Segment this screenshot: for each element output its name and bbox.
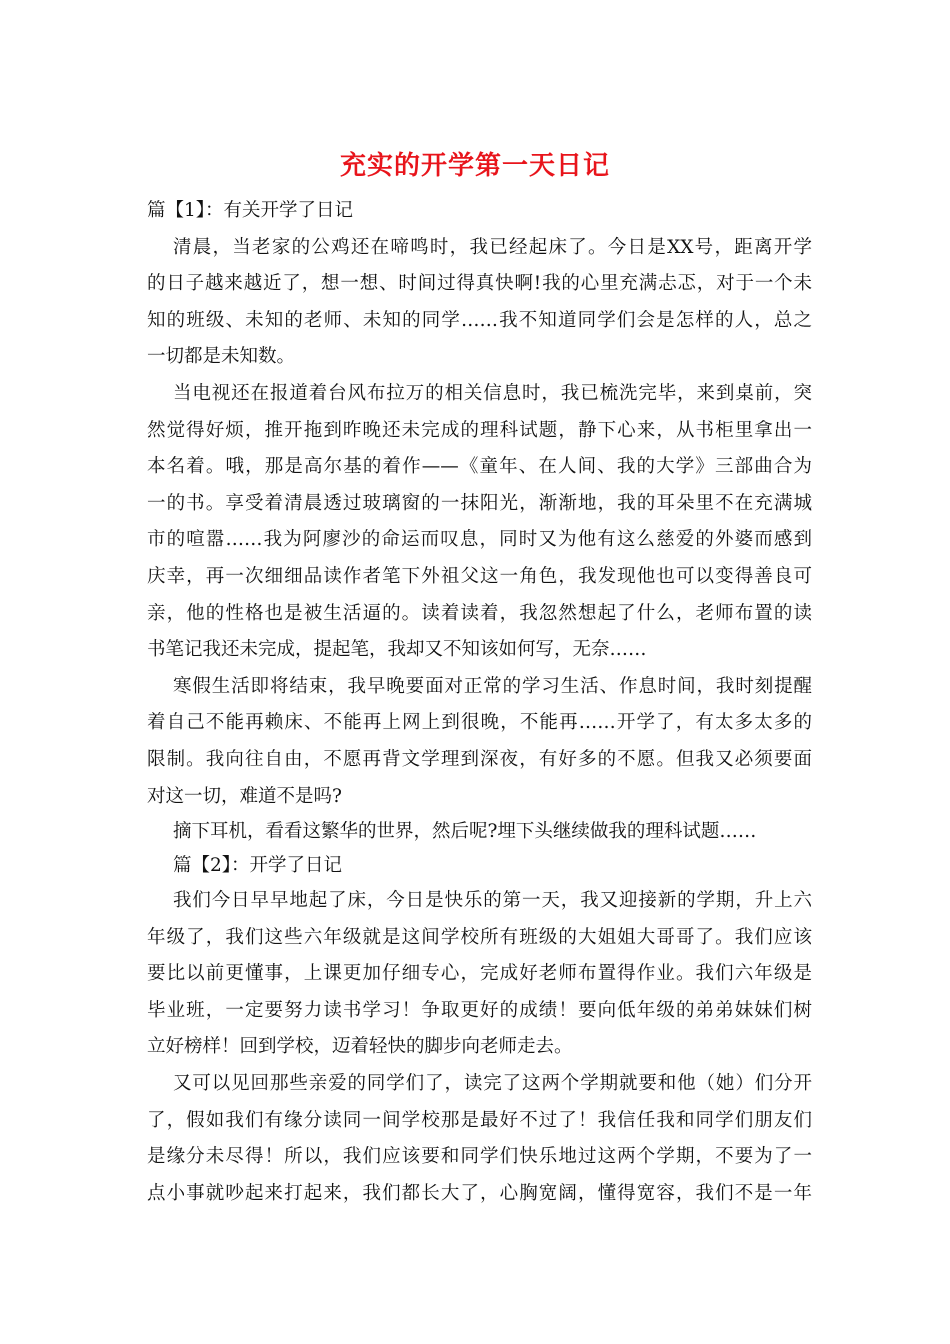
paragraph-line: 的日子越来越近了，想一想、时间过得真快啊!我的心里充满忐忑，对于一个未: [147, 273, 812, 295]
paragraph-line: 点小事就吵起来打起来，我们都长大了，心胸宽阔，懂得宽容，我们不是一年: [147, 1182, 812, 1204]
section-heading-1: 篇【1】：有关开学了日记: [147, 200, 354, 221]
document-title: 充实的开学第一天日记: [339, 151, 610, 181]
document-body: [147, 193, 812, 1212]
paragraph-line: 当电视还在报道着台风布拉万的相关信息时，我已梳洗完毕，来到桌前，突: [173, 382, 812, 404]
paragraph-line: 清晨，当老家的公鸡还在啼鸣时，我已经起床了。今日是XX号，距离开学: [173, 236, 812, 258]
paragraph-line: 摘下耳机，看看这繁华的世界，然后呢?埋下头继续做我的理科试题……: [173, 821, 757, 843]
paragraph-line: 着自己不能再赖床、不能再上网上到很晚，不能再……开学了，有太多太多的: [147, 712, 812, 734]
paragraph-line: 庆幸，再一次细细品读作者笔下外祖父这一角色，我发现他也可以变得善良可: [147, 565, 812, 587]
paragraph-line: 本名着。哦，那是高尔基的着作——《童年、在人间、我的大学》三部曲合为: [147, 456, 812, 478]
paragraph-line: 市的喧嚣……我为阿廖沙的命运而叹息，同时又为他有这么慈爱的外婆而感到: [147, 529, 812, 551]
paragraph-line: 又可以见回那些亲爱的同学们了，读完了这两个学期就要和他（她）们分开: [173, 1073, 812, 1095]
paragraph-line: 是缘分未尽得！所以，我们应该要和同学们快乐地过这两个学期，不要为了一: [147, 1146, 812, 1168]
paragraph-line: 书笔记我还未完成，提起笔，我却又不知该如何写，无奈……: [147, 639, 647, 661]
paragraph-line: 要比以前更懂事，上课更加仔细专心，完成好老师布置得作业。我们六年级是: [147, 963, 812, 985]
paragraph-line: 我们今日早早地起了床，今日是快乐的第一天，我又迎接新的学期，升上六: [173, 890, 812, 912]
paragraph-line: 对这一切，难道不是吗?: [147, 785, 342, 807]
paragraph-line: 一切都是未知数。: [147, 346, 296, 368]
paragraph-line: 一的书。享受着清晨透过玻璃窗的一抹阳光，渐渐地，我的耳朵里不在充满城: [147, 492, 812, 514]
paragraph-line: 限制。我向往自由，不愿再背文学理到深夜，有好多的不愿。但我又必须要面: [147, 748, 812, 770]
paragraph-line: 毕业班，一定要努力读书学习！争取更好的成绩！要向低年级的弟弟妹妹们树: [147, 999, 812, 1021]
paragraph-line: 亲，他的性格也是被生活逼的。读着读着，我忽然想起了什么，老师布置的读: [147, 602, 812, 624]
paragraph-line: 立好榜样！回到学校，迈着轻快的脚步向老师走去。: [147, 1036, 573, 1058]
section-heading-2: 篇【2】：开学了日记: [173, 855, 343, 877]
paragraph-line: 了，假如我们有缘分读同一间学校那是最好不过了！我信任我和同学们朋友们: [147, 1109, 812, 1131]
paragraph-line: 知的班级、未知的老师、未知的同学……我不知道同学们会是怎样的人，总之: [147, 309, 812, 331]
paragraph-line: 寒假生活即将结束，我早晚要面对正常的学习生活、作息时间，我时刻提醒: [173, 675, 812, 697]
paragraph-line: 然觉得好烦，推开拖到昨晚还未完成的理科试题，静下心来，从书柜里拿出一: [147, 419, 812, 441]
paragraph-line: 年级了，我们这些六年级就是这间学校所有班级的大姐姐大哥哥了。我们应该: [147, 926, 812, 948]
